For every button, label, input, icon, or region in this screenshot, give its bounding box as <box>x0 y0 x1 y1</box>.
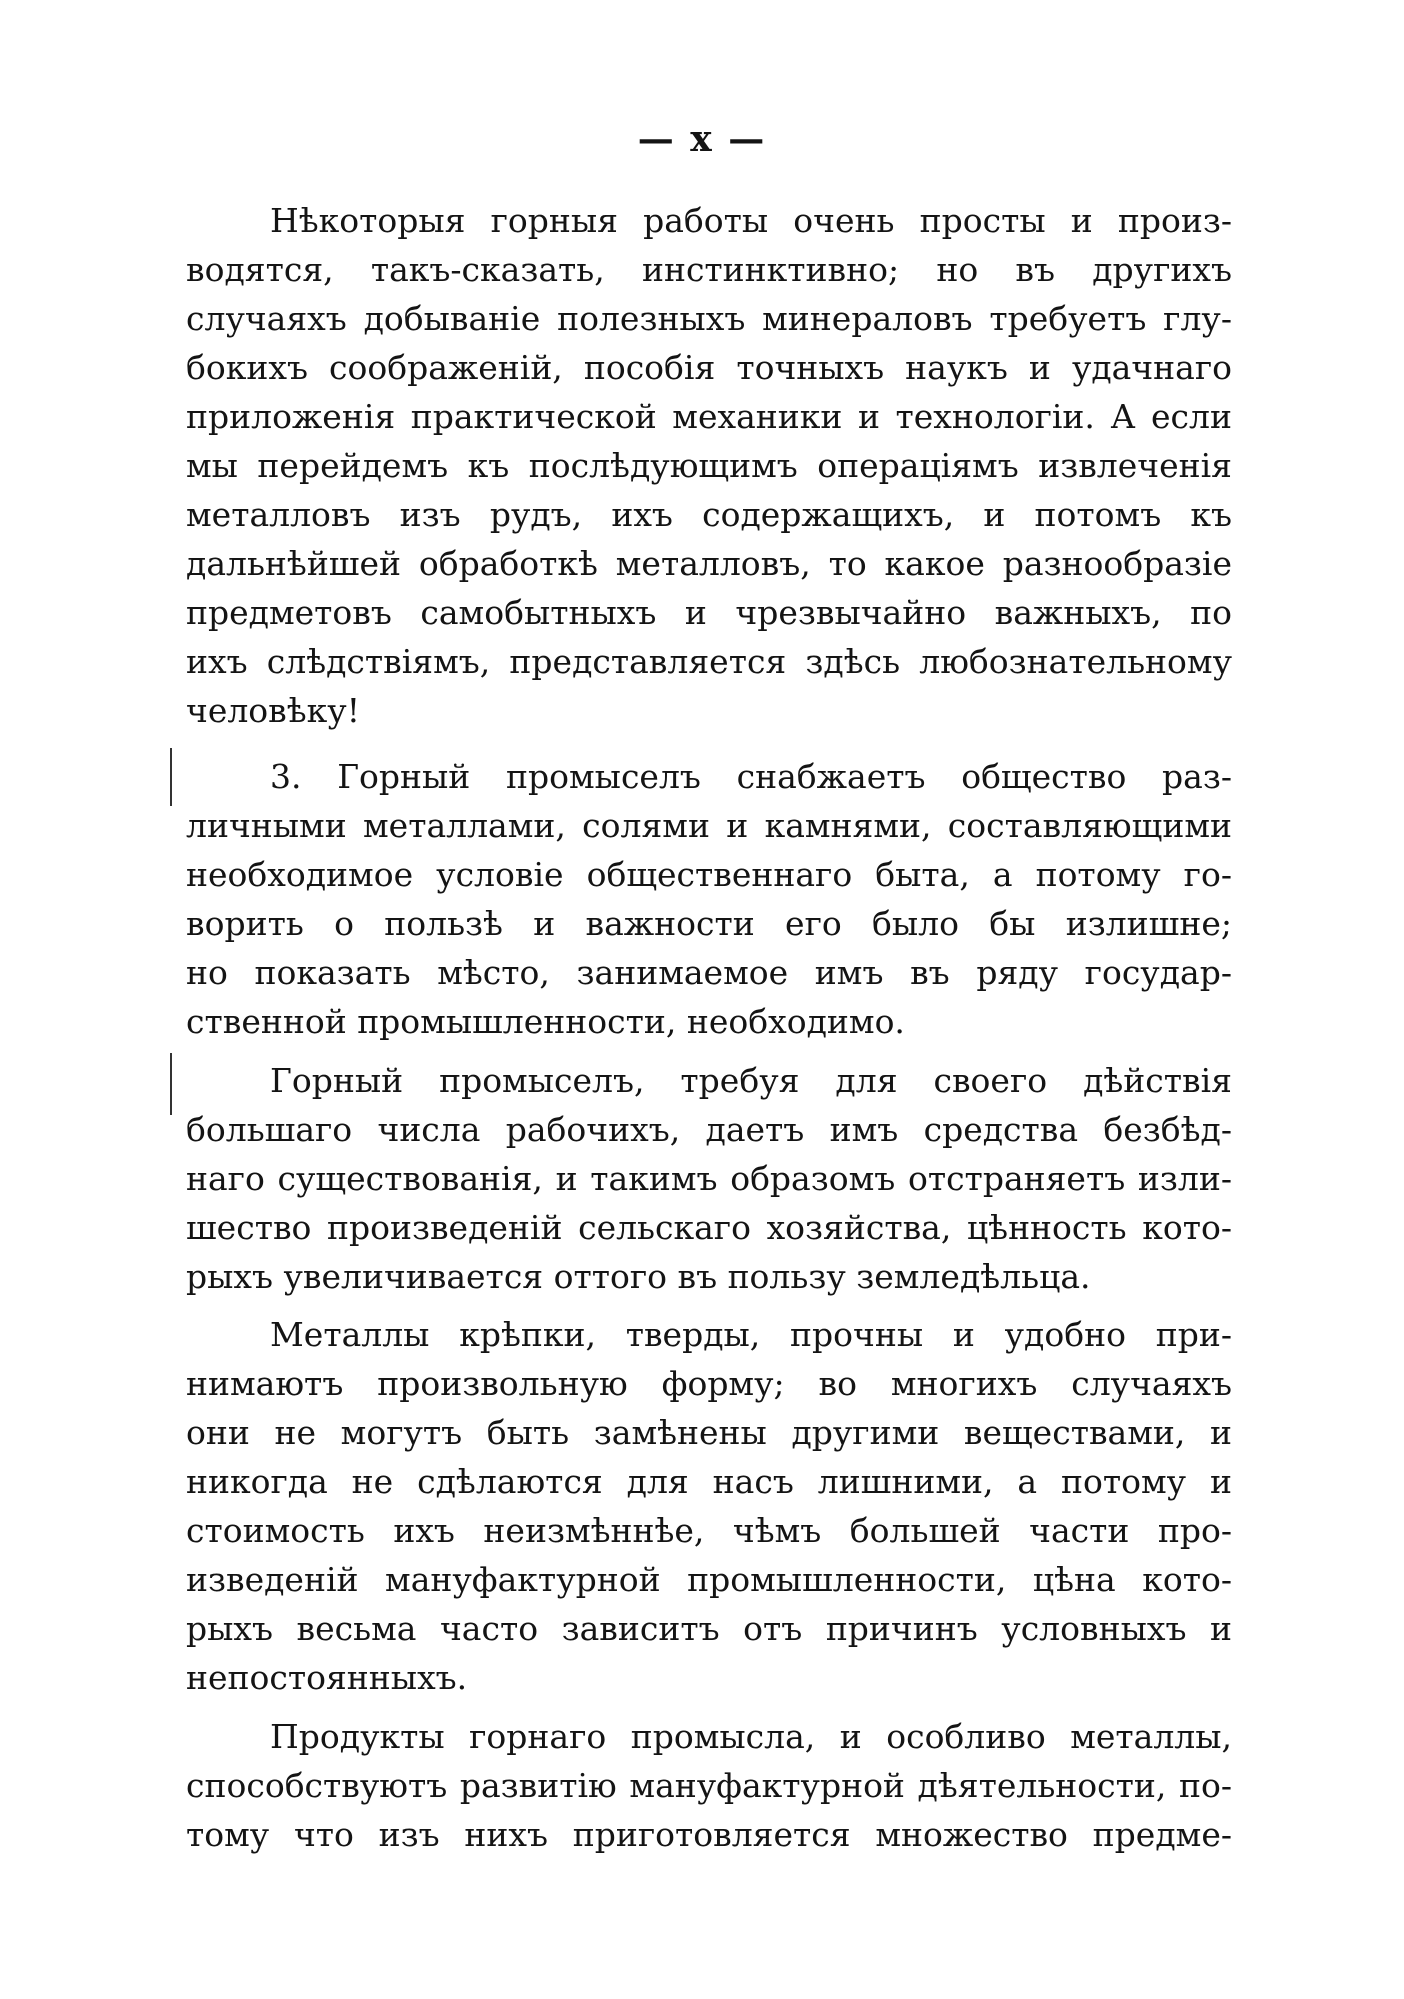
text-line: случаяхъ добываніе полезныхъ минераловъ требуетъ глу- <box>186 299 1232 338</box>
paragraph-5 <box>186 1712 1232 1859</box>
text-line: ственной промышленности, необходимо. <box>186 1002 905 1041</box>
text-line: 3. Горный промыселъ снабжаетъ общество раз- <box>270 757 1232 796</box>
text-line: рыхъ весьма часто зависитъ отъ причинъ условныхъ и <box>186 1609 1232 1648</box>
text-line: ворить о пользѣ и важности его было бы излишне; <box>186 904 1232 943</box>
paragraph-2 <box>186 752 1232 1046</box>
text-line: способствуютъ развитію мануфактурной дѣятельности, по- <box>186 1766 1232 1805</box>
text-line: рыхъ увеличивается оттого въ пользу земледѣльца. <box>186 1257 1091 1296</box>
paragraph-3 <box>186 1056 1232 1301</box>
text-line: дальнѣйшей обработкѣ металловъ, то какое разнообразіе <box>186 544 1232 583</box>
margin-mark <box>170 1053 172 1115</box>
text-line: нимаютъ произвольную форму; во многихъ случаяхъ <box>186 1364 1232 1403</box>
text-line: приложенія практической механики и технологіи. А если <box>186 397 1232 436</box>
text-line: Нѣкоторыя горныя работы очень просты и произ- <box>270 201 1232 240</box>
text-line: тому что изъ нихъ приготовляется множество предме- <box>186 1815 1232 1854</box>
text-line: водятся, такъ-сказать, инстинктивно; но въ другихъ <box>186 250 1232 289</box>
text-line: но показать мѣсто, занимаемое имъ въ ряду государ- <box>186 953 1232 992</box>
text-line: ихъ слѣдствіямъ, представляется здѣсь любознательному <box>186 642 1232 681</box>
paragraph-4 <box>186 1310 1232 1702</box>
text-line: стоимость ихъ неизмѣннѣе, чѣмъ большей части про- <box>186 1511 1232 1550</box>
page-number: — x — <box>637 118 767 160</box>
text-line: бокихъ соображеній, пособія точныхъ наукъ и удачнаго <box>186 348 1232 387</box>
text-line: Металлы крѣпки, тверды, прочны и удобно при- <box>270 1315 1232 1354</box>
text-line: мы перейдемъ къ послѣдующимъ операціямъ извлеченія <box>186 446 1232 485</box>
text-line: большаго числа рабочихъ, даетъ имъ средства безбѣд- <box>186 1110 1232 1149</box>
text-line: человѣку! <box>186 691 360 730</box>
text-line: предметовъ самобытныхъ и чрезвычайно важныхъ, по <box>186 593 1232 632</box>
text-line: необходимое условіе общественнаго быта, а потому го- <box>186 855 1232 894</box>
paragraph-1 <box>186 196 1232 735</box>
text-line: никогда не сдѣлаются для насъ лишними, а потому и <box>186 1462 1232 1501</box>
text-line: непостоянныхъ. <box>186 1658 468 1697</box>
text-line: изведеній мануфактурной промышленности, цѣна кото- <box>186 1560 1232 1599</box>
text-line: металловъ изъ рудъ, ихъ содержащихъ, и потомъ къ <box>186 495 1232 534</box>
text-line: личными металлами, солями и камнями, составляющими <box>186 806 1232 845</box>
text-line: наго существованія, и такимъ образомъ отстраняетъ изли- <box>186 1159 1232 1198</box>
text-line: они не могутъ быть замѣнены другими веществами, и <box>186 1413 1232 1452</box>
text-line: шество произведеній сельскаго хозяйства, цѣнность кото- <box>186 1208 1232 1247</box>
text-line: Продукты горнаго промысла, и особливо металлы, <box>270 1717 1232 1756</box>
margin-mark <box>170 748 172 806</box>
text-line: Горный промыселъ, требуя для своего дѣйствія <box>270 1061 1232 1100</box>
